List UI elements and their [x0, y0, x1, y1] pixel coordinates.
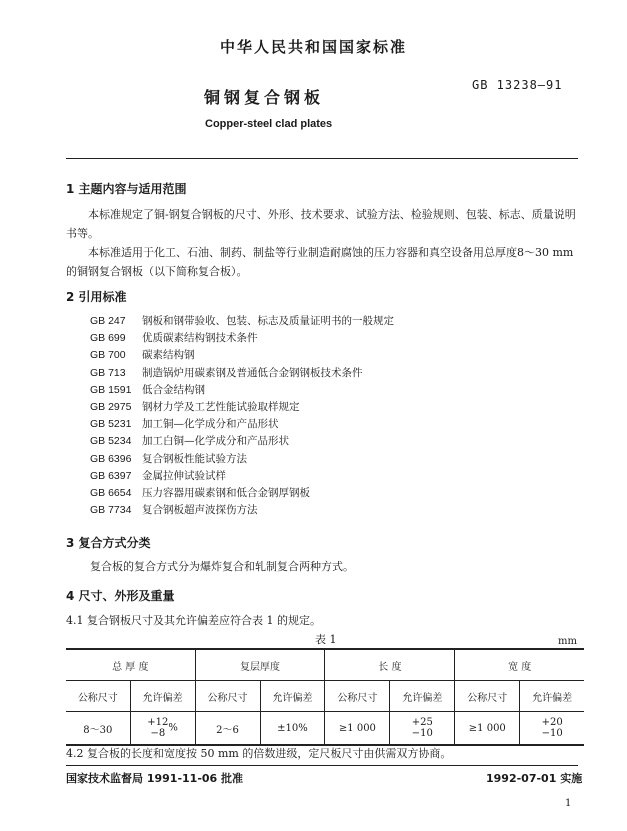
width-tolerance-cell: [520, 712, 584, 746]
reference-code: GB 1591: [90, 383, 132, 396]
table-group-header: 复层厚度: [195, 649, 325, 681]
reference-code: GB 713: [90, 366, 126, 379]
tolerance-unit: %: [168, 722, 178, 734]
reference-text: 金属拉伸试验试样: [142, 469, 226, 482]
tolerance-stack: [542, 717, 563, 739]
total-thickness-nominal-cell: 8～30: [66, 712, 130, 746]
section-2-heading: 2 引用标准: [66, 290, 127, 304]
table-group-header: 宽 度: [455, 649, 584, 681]
table-subheader: 允许偏差: [260, 681, 325, 712]
tolerance-stack: [412, 717, 433, 739]
reference-code: GB 7734: [90, 504, 132, 517]
tolerance-upper: +20: [541, 717, 563, 728]
total-thickness-tolerance-cell: [130, 712, 195, 746]
reference-text: 加工铜—化学成分和产品形状: [142, 418, 279, 431]
reference-text: 钢板和钢带验收、包装、标志及质量证明书的一般规定: [142, 315, 394, 327]
reference-code: GB 699: [90, 332, 126, 345]
section-4-item-2: 4.2 复合板的长度和宽度按 50 mm 的倍数进级，定尺板尺寸由供需双方协商。: [66, 747, 452, 760]
table-subheader: 公称尺寸: [455, 681, 520, 712]
clad-thickness-tolerance-cell: ±10%: [260, 712, 325, 746]
table-row: [66, 712, 584, 746]
table-subheader: 公称尺寸: [325, 681, 390, 712]
reference-item: [90, 313, 394, 330]
reference-item: [90, 382, 394, 399]
tolerance-lower: −8: [150, 728, 166, 739]
table-group-header-row: [66, 649, 584, 681]
reference-code: GB 5234: [90, 435, 132, 448]
footer-divider: [66, 765, 578, 766]
reference-text: 加工白铜—化学成分和产品形状: [142, 435, 289, 448]
length-nominal-cell: ≥1 000: [325, 712, 390, 746]
table-subheader: 公称尺寸: [195, 681, 260, 712]
clad-thickness-nominal-cell: 2～6: [195, 712, 260, 746]
reference-text: 低合金结构钢: [142, 383, 205, 396]
section-1-paragraph-1: 本标准规定了铜-钢复合钢板的尺寸、外形、技术要求、试验方法、检验规则、包装、标志、质量说明书等。: [66, 208, 576, 240]
reference-code: GB 700: [90, 349, 126, 362]
reference-item: [90, 433, 394, 450]
tolerance-lower: −10: [541, 728, 563, 739]
reference-text: 复合钢板性能试验方法: [142, 452, 247, 465]
table-caption: 表 1: [315, 633, 337, 646]
reference-code: GB 5231: [90, 418, 132, 431]
reference-item: [90, 485, 394, 502]
reference-code: GB 247: [90, 315, 126, 327]
reference-text: 制造锅炉用碳素钢及普通低合金钢钢板技术条件: [142, 366, 363, 379]
reference-code: GB 6396: [90, 452, 132, 465]
standard-code: GB 13238—91: [472, 78, 563, 92]
section-1-heading: 1 主题内容与适用范围: [66, 182, 187, 196]
table-subheader-row: [66, 681, 584, 712]
reference-item: [90, 347, 394, 364]
reference-item: [90, 365, 394, 382]
reference-code: GB 2975: [90, 400, 132, 413]
table-subheader: 公称尺寸: [66, 681, 130, 712]
tolerance-upper: +12: [147, 717, 169, 728]
reference-list: [90, 313, 394, 519]
english-title: Copper-steel clad plates: [205, 118, 333, 130]
reference-text: 复合钢板超声波探伤方法: [142, 504, 258, 517]
tolerance-upper: +25: [411, 717, 433, 728]
table-subheader: 允许偏差: [130, 681, 195, 712]
header-divider: [66, 158, 578, 159]
section-3-heading: 3 复合方式分类: [66, 536, 151, 550]
reference-code: GB 6654: [90, 486, 132, 499]
table-group-header: 长 度: [325, 649, 455, 681]
table-unit: mm: [558, 636, 577, 647]
page-number: 1: [565, 798, 572, 809]
reference-item: [90, 330, 394, 347]
section-4-heading: 4 尺寸、外形及重量: [66, 589, 175, 603]
dimension-tolerance-table: [66, 648, 584, 746]
reference-item: [90, 502, 394, 519]
length-tolerance-cell: [390, 712, 455, 746]
table-group-header: 总 厚 度: [66, 649, 195, 681]
approval-date: 国家技术监督局 1991-11-06 批准: [66, 772, 244, 785]
reference-code: GB 6397: [90, 469, 132, 482]
tolerance-lower: −10: [411, 728, 433, 739]
standard-country-header: 中华人民共和国国家标准: [219, 38, 407, 56]
reference-item: [90, 451, 394, 468]
width-nominal-cell: ≥1 000: [455, 712, 520, 746]
section-1-paragraph-2: 本标准适用于化工、石油、制药、制盐等行业制造耐腐蚀的压力容器和真空设备用总厚度8～30 mm的铜钢复合钢板（以下简称复合板）。: [66, 246, 574, 278]
table-subheader: 允许偏差: [520, 681, 584, 712]
tolerance-stack: [147, 717, 168, 739]
section-3-paragraph: 复合板的复合方式分为爆炸复合和轧制复合两种方式。: [90, 560, 354, 573]
section-4-item-1: 4.1 复合钢板尺寸及其允许偏差应符合表 1 的规定。: [66, 614, 321, 627]
implementation-date: 1992-07-01 实施: [486, 772, 583, 785]
reference-text: 钢材力学及工艺性能试验取样规定: [142, 400, 300, 413]
reference-text: 碳素结构钢: [142, 349, 195, 362]
reference-item: [90, 468, 394, 485]
table-subheader: 允许偏差: [390, 681, 455, 712]
reference-text: 优质碳素结构钢技术条件: [142, 332, 258, 345]
reference-item: [90, 399, 394, 416]
reference-text: 压力容器用碳素钢和低合金钢厚钢板: [142, 486, 310, 499]
reference-item: [90, 416, 394, 433]
standard-title: 铜钢复合钢板: [204, 88, 325, 107]
